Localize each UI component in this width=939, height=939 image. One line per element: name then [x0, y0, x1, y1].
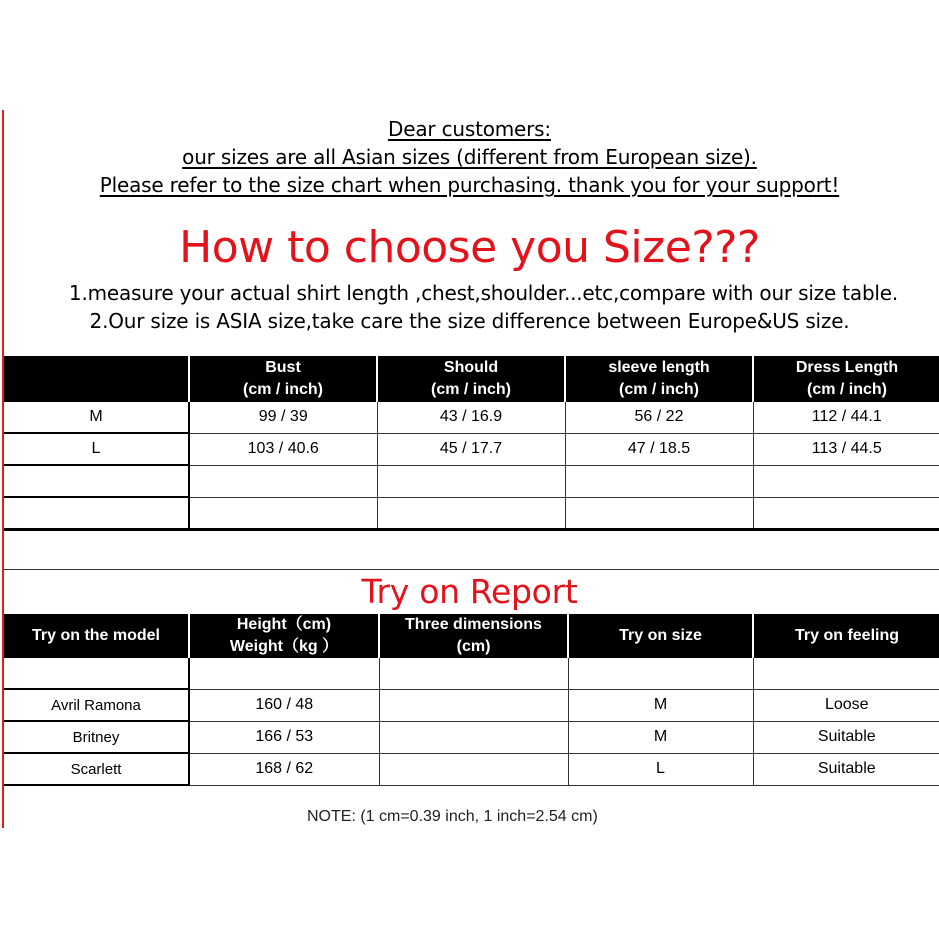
table-row	[4, 433, 939, 465]
size-table-header	[4, 356, 939, 402]
size-header-dress-length: Dress Length (cm / inch)	[753, 356, 939, 402]
size-label	[4, 497, 189, 530]
table-cell	[377, 465, 565, 497]
size-label	[4, 465, 189, 497]
notice-greeting: Dear customers:	[388, 117, 551, 141]
size-table	[4, 356, 939, 531]
table-cell	[568, 658, 753, 689]
table-cell	[379, 721, 568, 753]
table-cell: Loose	[753, 689, 939, 721]
table-cell: Suitable	[753, 721, 939, 753]
size-guide-title: How to choose you Size???	[179, 222, 760, 273]
table-row	[4, 465, 939, 497]
table-cell: 112 / 44.1	[753, 402, 939, 433]
unit-conversion-note: NOTE: (1 cm=0.39 inch, 1 inch=2.54 cm)	[307, 808, 598, 825]
section-divider	[4, 569, 939, 570]
table-row	[4, 402, 939, 433]
table-cell: 103 / 40.6	[189, 433, 377, 465]
try-on-report-table	[4, 614, 939, 786]
table-cell	[379, 658, 568, 689]
table-cell	[379, 689, 568, 721]
table-cell	[379, 753, 568, 785]
table-cell: Suitable	[753, 753, 939, 785]
table-row	[4, 689, 939, 721]
size-label: L	[4, 433, 189, 465]
report-header-try-size: Try on size	[568, 614, 753, 658]
model-name: Avril Ramona	[4, 689, 189, 721]
table-cell: 166 / 53	[189, 721, 379, 753]
table-cell: 43 / 16.9	[377, 402, 565, 433]
try-on-report-title: Try on Report	[361, 572, 578, 611]
table-row	[4, 497, 939, 530]
table-cell: M	[568, 689, 753, 721]
report-table-header	[4, 614, 939, 658]
notice-asian-sizes: our sizes are all Asian sizes (different from European size).	[182, 145, 757, 169]
table-cell	[565, 465, 753, 497]
model-name: Britney	[4, 721, 189, 753]
size-label: M	[4, 402, 189, 433]
model-name: Scarlett	[4, 753, 189, 785]
table-cell	[189, 658, 379, 689]
instruction-2: 2.Our size is ASIA size,take care the size difference between Europe&US size.	[89, 309, 850, 333]
table-cell: 47 / 18.5	[565, 433, 753, 465]
size-header-sleeve: sleeve length (cm / inch)	[565, 356, 753, 402]
table-row	[4, 753, 939, 785]
table-cell: L	[568, 753, 753, 785]
notice-refer-chart: Please refer to the size chart when purchasing. thank you for your support!	[99, 173, 840, 197]
report-header-feeling: Try on feeling	[753, 614, 939, 658]
table-cell: 160 / 48	[189, 689, 379, 721]
instruction-1: 1.measure your actual shirt length ,chest,shoulder...etc,compare with our size table.	[68, 281, 899, 305]
report-header-height-weight: Height（cm) Weight（kg ）	[189, 614, 379, 658]
table-cell	[753, 658, 939, 689]
table-row	[4, 658, 939, 689]
size-header-bust: Bust (cm / inch)	[189, 356, 377, 402]
table-cell: M	[568, 721, 753, 753]
table-cell	[189, 497, 377, 530]
table-cell	[753, 497, 939, 530]
table-row	[4, 721, 939, 753]
table-cell: 56 / 22	[565, 402, 753, 433]
table-cell: 113 / 44.5	[753, 433, 939, 465]
table-cell	[753, 465, 939, 497]
table-cell: 168 / 62	[189, 753, 379, 785]
table-cell: 45 / 17.7	[377, 433, 565, 465]
size-header-blank	[4, 356, 189, 402]
table-cell: 99 / 39	[189, 402, 377, 433]
report-header-three-dimensions: Three dimensions (cm)	[379, 614, 568, 658]
model-name	[4, 658, 189, 689]
table-cell	[565, 497, 753, 530]
report-header-model: Try on the model	[4, 614, 189, 658]
table-cell	[377, 497, 565, 530]
table-cell	[189, 465, 377, 497]
size-header-should: Should (cm / inch)	[377, 356, 565, 402]
